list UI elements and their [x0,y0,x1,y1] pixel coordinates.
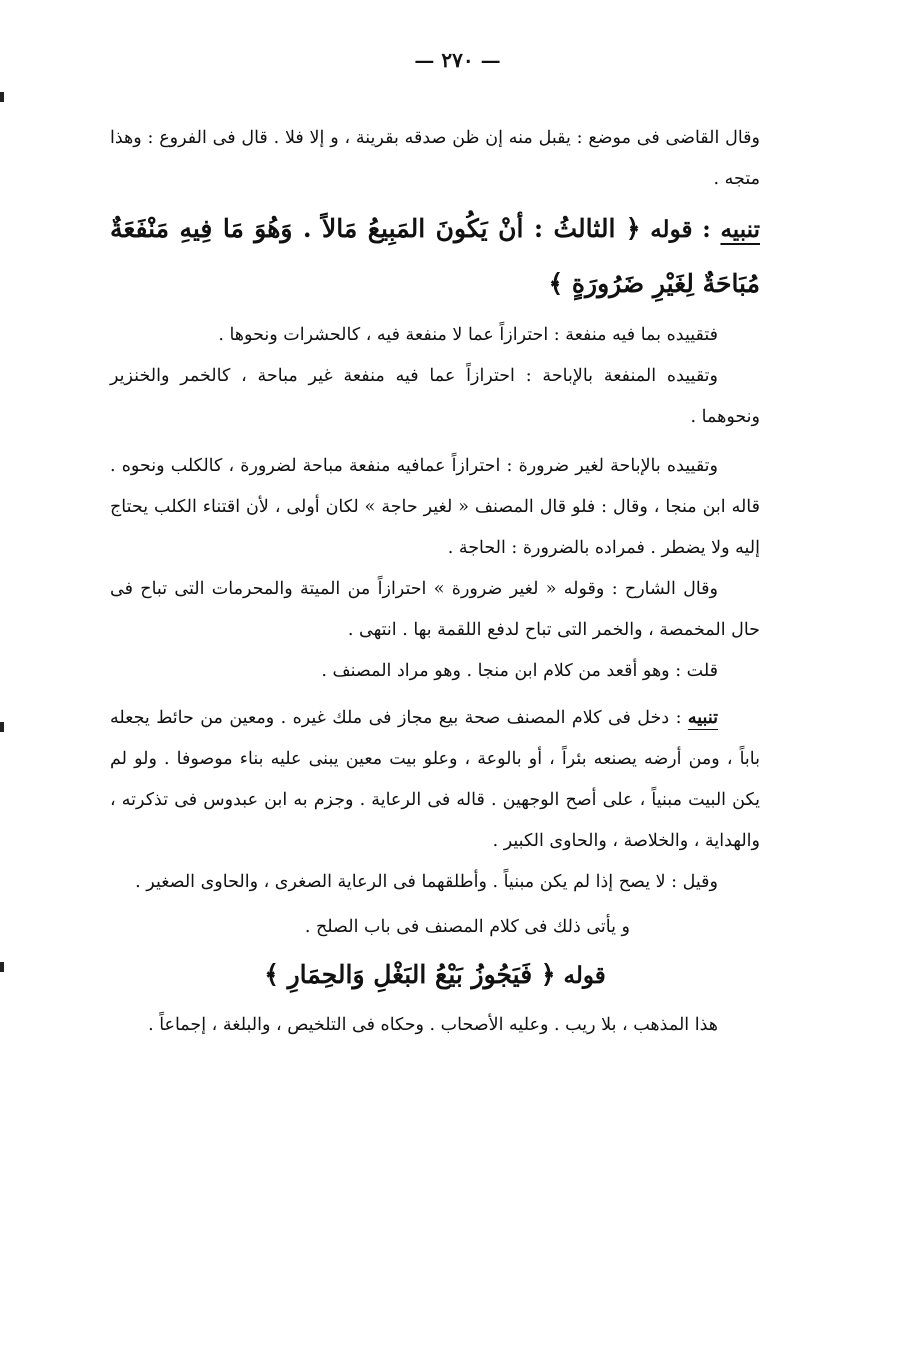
paragraph: وقال القاضى فى موضع : يقبل منه إن ظن صدقه بقرينة ، و إلا فلا . قال فى الفروع : وهذا متجه . [110,128,760,189]
page-body [110,112,760,1046]
lemma-prefix: قوله [555,962,606,989]
tanbih-label: تنبيه [720,216,760,243]
tanbih-label: تنبيه [687,708,718,728]
paragraph: فتقييده بما فيه منفعة : احترازاً عما لا منفعة فيه ، كالحشرات ونحوها . [218,325,718,345]
lemma-text: ﴿ الثالثُ : أنْ يَكُونَ المَبِيعُ مَالاً . وَهُوَ مَا فِيهِ مَنْفَعَةٌ مُبَاحَةٌ لِغَيْرِ ضَرُورَةٍ ﴾ [110,214,760,298]
margin-mark [0,722,4,732]
paragraph: وتقييده المنفعة بالإباحة : احترازاً عما فيه منفعة غير مباحة ، كالخمر والخنزير ونحوهما . [110,366,760,427]
lemma-text: ﴿ فَيَجُوزُ بَيْعُ البَغْلِ وَالحِمَارِ ﴾ [264,960,556,989]
lemma-prefix: : قوله [640,216,721,243]
lemma-heading [110,202,760,311]
paragraph [110,698,760,862]
margin-mark [0,92,4,102]
margin-mark [0,962,4,972]
paragraph: و يأتى ذلك فى كلام المصنف فى باب الصلح . [304,917,630,937]
page-number: — ٢٧٠ — [414,48,501,72]
paragraph: هذا المذهب ، بلا ريب . وعليه الأصحاب . وحكاه فى التلخيص ، والبلغة ، إجماعاً . [148,1015,718,1035]
paragraph-text: : دخل فى كلام المصنف صحة بيع مجاز فى ملك غيره . ومعين من حائط يجعله باباً ، ومن أرضه يصنعه بئراً ، أو بالوعة ، وعلو بيت معين يبنى عليه بناء موصوفا . ولو لم يكن البيت مبنياً ، على أصح الوجهين . قاله فى الرعاية . وجزم به ابن عبدوس فى تذكرته ، والهداية ، والخلاصة ، والحاوى الكبير . [110,708,760,851]
paragraph: قلت : وهو أقعد من كلام ابن منجا . وهو مراد المصنف . [321,661,718,681]
lemma-heading [110,948,760,1003]
paragraph: وتقييده بالإباحة لغير ضرورة : احترازاً عمافيه منفعة مباحة لضرورة ، كالكلب ونحوه . قاله ابن منجا ، وقال : فلو قال المصنف « لغير حاجة » لكان أولى ، لأن اقتناء الكلب يحتاج إليه ولا يضطر . فمراده بالضرورة : الحاجة . [110,456,760,558]
paragraph: وقال الشارح : وقوله « لغير ضرورة » احترازاً من الميتة والمحرمات التى تباح فى حال المخمصة ، والخمر التى تباح لدفع اللقمة بها . انتهى . [110,579,760,640]
paragraph: وقيل : لا يصح إذا لم يكن مبنياً . وأطلقهما فى الرعاية الصغرى ، والحاوى الصغير . [135,872,718,892]
